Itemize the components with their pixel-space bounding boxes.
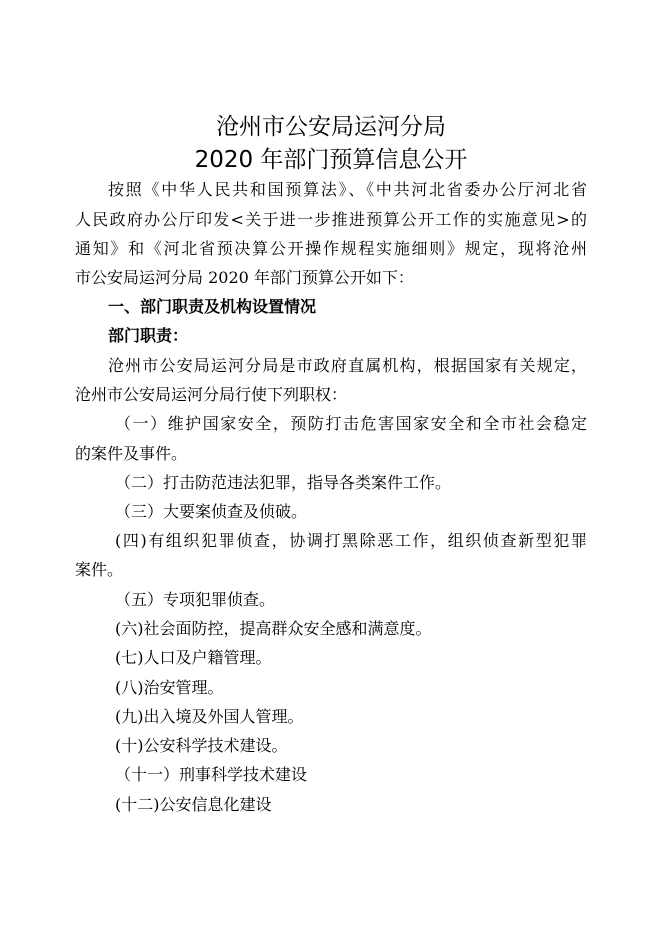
duties-intro-line: 沧州市公安局运河分局行使下列职权：	[75, 385, 348, 404]
duties-heading: 部门职责：	[108, 326, 189, 345]
duty-item-4-continuation: 案件。	[75, 560, 124, 579]
document-title-line-2: 2020 年部门预算信息公开	[194, 147, 468, 173]
intro-paragraph-line: 市公安局运河分局 2020 年部门预算公开如下：	[75, 268, 414, 287]
duty-item-12: (十二)公安信息化建设	[115, 795, 272, 814]
duty-item-6: (六)社会面防控，提高群众安全感和满意度。	[115, 619, 432, 638]
duty-item-3: （三）大要案侦查及侦破。	[115, 502, 308, 521]
duty-item-11: （十一）刑事科学技术建设	[115, 765, 308, 784]
duty-item-7: (七)人口及户籍管理。	[115, 648, 272, 667]
duty-item-2: （二）打击防范违法犯罪，指导各类案件工作。	[115, 473, 452, 492]
duty-item-10: (十)公安科学技术建设。	[115, 736, 288, 755]
duty-item-1-continuation: 的案件及事件。	[75, 444, 188, 463]
document-title-line-1: 沧州市公安局运河分局	[216, 114, 446, 140]
duty-item-1: （一）维护国家安全，预防打击危害国家安全和全市社会稳定	[115, 414, 587, 433]
intro-paragraph-line: 人民政府办公厅印发<关于进一步推进预算公开工作的实施意见>的	[75, 210, 587, 229]
duty-item-8: (八)治安管理。	[115, 678, 224, 697]
intro-paragraph-line: 按照《中华人民共和国预算法》、《中共河北省委办公厅河北省	[108, 180, 587, 199]
duties-intro-line: 沧州市公安局运河分局是市政府直属机构，根据国家有关规定，	[108, 356, 587, 375]
duty-item-9: (九)出入境及外国人管理。	[115, 707, 304, 726]
duty-item-4: (四)有组织犯罪侦查，协调打黑除恶工作，组织侦查新型犯罪	[115, 531, 587, 550]
intro-paragraph-line: 通知》和《河北省预决算公开操作规程实施细则》规定，现将沧州	[75, 239, 587, 258]
section-heading: 一、部门职责及机构设置情况	[108, 297, 317, 316]
duty-item-5: （五）专项犯罪侦查。	[115, 590, 276, 609]
